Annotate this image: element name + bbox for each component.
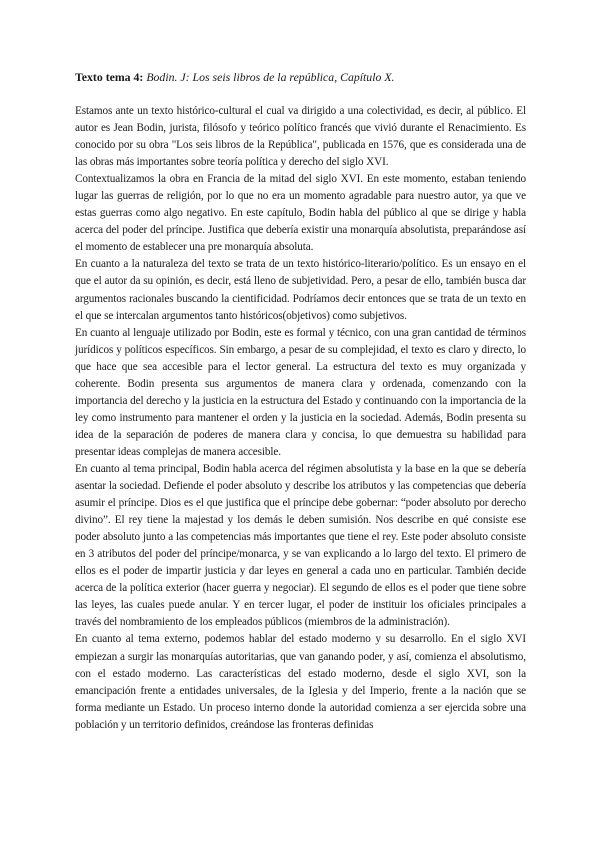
heading-label: Texto tema 4: (75, 70, 144, 84)
heading-work-title: Bodin. J: Los seis libros de la república, Capítulo X. (146, 70, 395, 84)
paragraph-context: Contextualizamos la obra en Francia de la mitad del siglo XVI. En este momento, estaban teniendo lugar las guerras de religión, por lo que no era un momento agradable para nuestro autor, ya que ve estas guerras como algo negativo. En este capítulo, Bodin habla del público al que se dirige y habla acerca del poder del príncipe. Justifica que debería existir una monarquía absolutista, preparándose así el momento de establecer una pre monarquía absoluta. (75, 173, 526, 254)
document-heading (75, 68, 526, 86)
paragraph-main-theme: En cuanto al tema principal, Bodin habla acerca del régimen absolutista y la base en la que se debería asentar la sociedad. Defiende el poder absoluto y describe los atributos y las competencias que debería asumir el príncipe. Dios es el que justifica que el príncipe debe gobernar: “poder absoluto por derecho divino”. El rey tiene la majestad y los demás le deben sumisión. Nos describe en qué consiste ese poder absoluto junto a las competencias más importantes que tiene el rey. Este poder absoluto consiste en 3 atributos del poder del príncipe/monarca, y se van explicando a lo largo del texto. El primero de ellos es el poder de impartir justicia y dar leyes en general a cada uno en particular. También decide acerca de la política exterior (hacer guerra y negociar). El segundo de ellos es el poder que tiene sobre las leyes, las cuales puede anular. Y en tercer lugar, el poder de instituir los oficiales principales a través del nombramiento de los empleados públicos (miembros de la administración). (75, 462, 526, 629)
paragraph-nature: En cuanto a la naturaleza del texto se trata de un texto histórico-literario/político. Es un ensayo en el que el autor da su opinión, es decir, está lleno de subjetividad. Pero, a pesar de ello, también busca dar argumentos racionales buscando la cientificidad. Podríamos decir entonces que se trata de un texto en el que se intercalan argumentos tanto históricos(objetivos) como subjetivos. (75, 258, 526, 322)
paragraph-language: En cuanto al lenguaje utilizado por Bodin, este es formal y técnico, con una gran cantidad de términos jurídicos y políticos específicos. Sin embargo, a pesar de su complejidad, el texto es claro y directo, lo que hace que sea accesible para el lector general. La estructura del texto es muy organizada y coherente. Bodin presenta sus argumentos de manera clara y ordenada, comenzando con la importancia del derecho y la justicia en la estructura del Estado y continuando con la importancia de la ley como instrumento para mantener el orden y la justicia en la sociedad. Además, Bodin presenta su idea de la separación de poderes de manera clara y concisa, lo que demuestra su habilidad para presentar ideas complejas de manera accesible. (75, 326, 526, 458)
paragraph-introduction: Estamos ante un texto histórico-cultural el cual va dirigido a una colectividad, es decir, al público. El autor es Jean Bodin, jurista, filósofo y teórico político francés que vivió durante el Renacimiento. Es conocido por su obra "Los seis libros de la República", publicada en 1576, que es considerada una de las obras más importantes sobre teoría política y derecho del siglo XVI. (75, 105, 526, 169)
paragraph-external-theme: En cuanto al tema externo, podemos hablar del estado moderno y su desarrollo. En el siglo XVI empiezan a surgir las monarquías autoritarias, que van ganando poder, y así, comienza el absolutismo, con el estado moderno. Las características del estado moderno, desde el siglo XVI, son la emancipación frente a entidades universales, de la Iglesia y del Imperio, frente a la nación que se forma mediante un Estado. Un proceso interno donde la autoridad comienza a ser ejercida sobre una población y un territorio definidos, creándose las fronteras definidas (75, 633, 526, 731)
